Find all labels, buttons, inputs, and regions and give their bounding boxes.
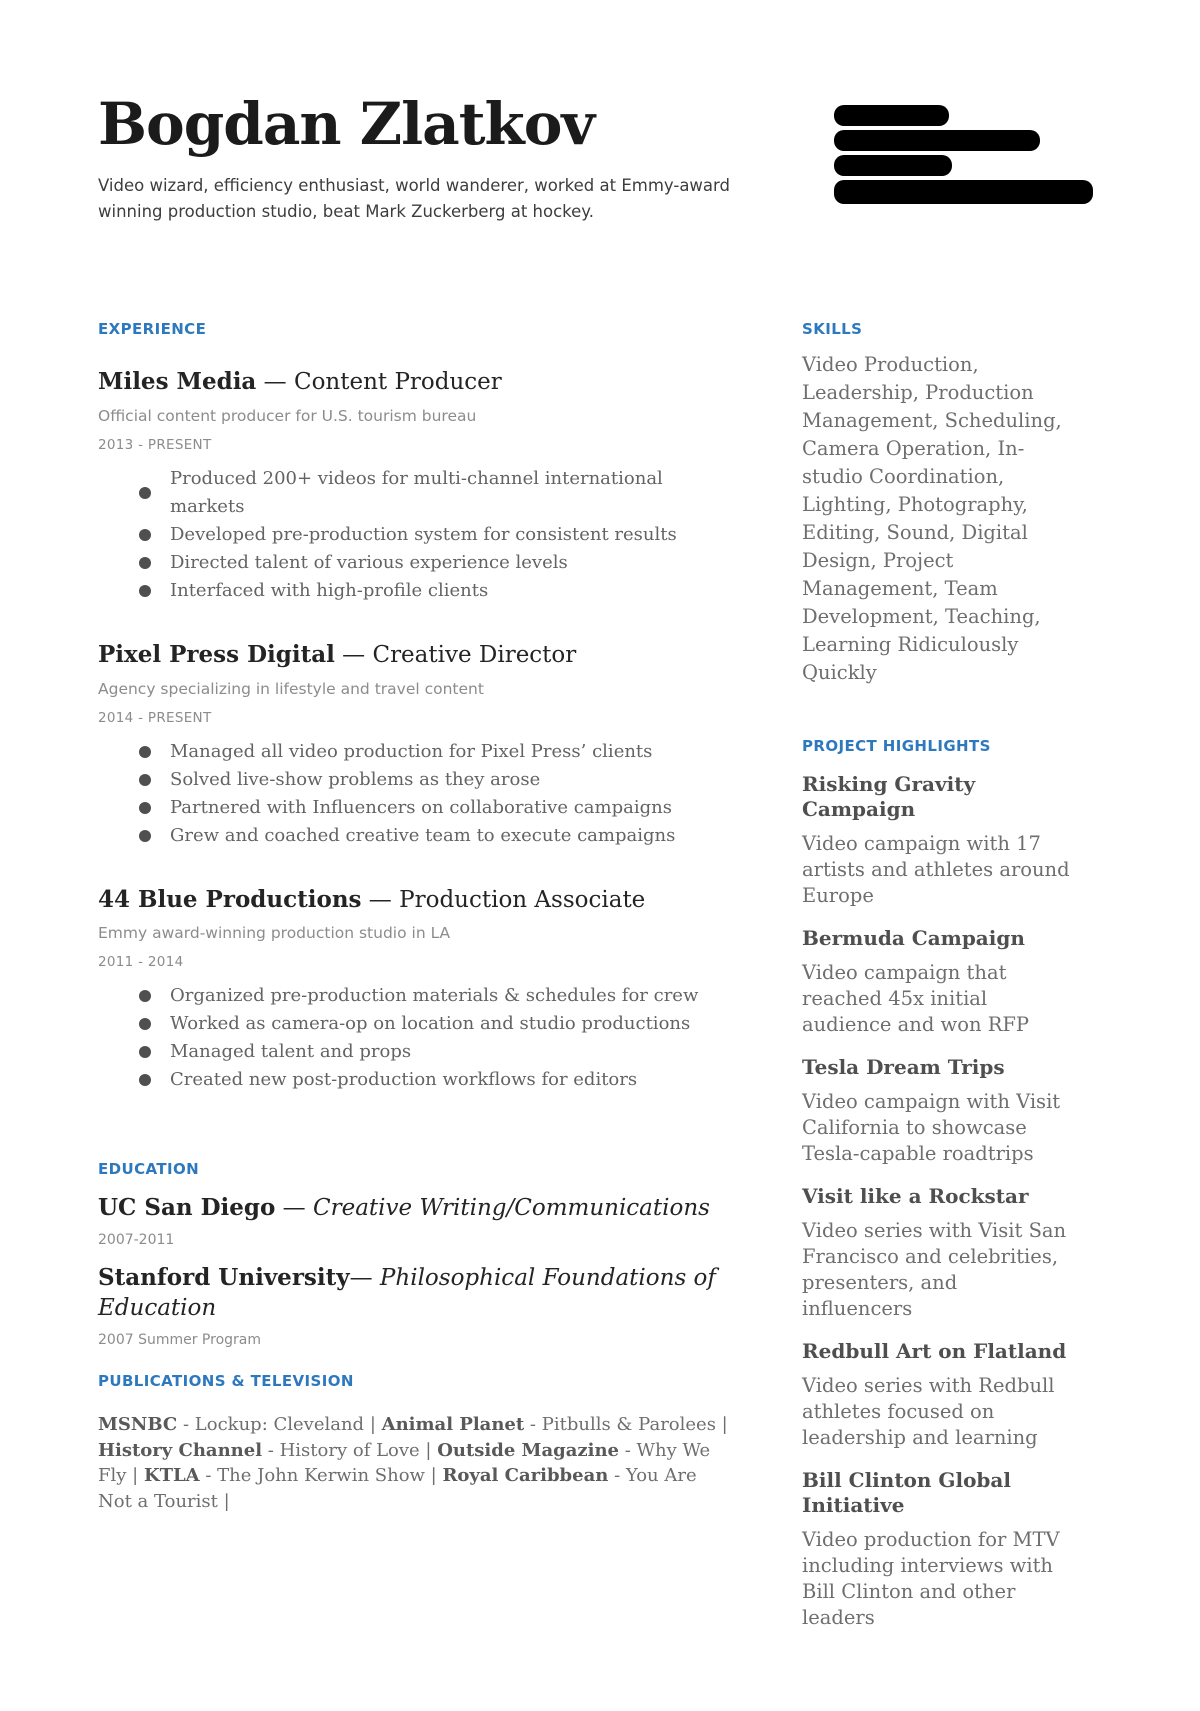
list-item (98, 794, 730, 822)
job-bullet-list (98, 738, 730, 850)
bullet-text: Partnered with Influencers on collaborative campaigns (170, 796, 672, 818)
company-name: Miles Media (98, 368, 257, 396)
title-separator: — (361, 886, 400, 913)
degree-name: Creative Writing/Communications (312, 1195, 710, 1222)
publication-separator: - (608, 1465, 626, 1486)
bullet-icon (139, 1046, 151, 1058)
bullet-icon (139, 585, 151, 597)
list-item (98, 982, 730, 1010)
bullet-text: Produced 200+ videos for multi-channel international markets (170, 467, 663, 517)
bullet-text: Organized pre-production materials & schedules for crew (170, 985, 699, 1007)
publication-outlet: Animal Planet (381, 1414, 525, 1435)
bullet-icon (139, 774, 151, 786)
project-risking-gravity (802, 772, 1070, 909)
education-entry-ucsd (98, 1193, 730, 1248)
job-dates: 2013 - PRESENT (98, 436, 212, 453)
education-dates: 2007-2011 (98, 1232, 175, 1249)
job-role: Content Producer (293, 369, 502, 396)
job-description: Emmy award-winning production studio in LA (98, 924, 451, 943)
bullet-icon (139, 1018, 151, 1030)
job-entry-44-blue (98, 886, 730, 1095)
bullet-icon (139, 487, 151, 499)
bullet-icon (139, 1074, 151, 1086)
redacted-bar-icon (834, 180, 1093, 204)
project-tesla-dream-trips (802, 1055, 1070, 1167)
bullet-text: Managed talent and props (170, 1041, 412, 1063)
list-item (98, 521, 730, 549)
publication-pipe: | (364, 1414, 382, 1435)
section-heading-experience: EXPERIENCE (98, 320, 207, 339)
bullet-icon (139, 830, 151, 842)
skills-text: Video Production, Leadership, Production Management, Scheduling, Camera Operation, In-studio Coordination, Lighting, Photography, Editing, Sound, Digital Design, Project Management, Team Development, Teaching, Learning Ridiculously Quickly (802, 353, 1062, 685)
job-title (98, 641, 730, 670)
project-title: Tesla Dream Trips (802, 1055, 1005, 1080)
title-separator: — (334, 641, 373, 668)
job-bullet-list (98, 465, 730, 605)
publication-pipe: | (715, 1414, 728, 1435)
job-bullet-list (98, 982, 730, 1094)
tagline: Video wizard, efficiency enthusiast, world wanderer, worked at Emmy-award winning production studio, beat Mark Zuckerberg at hockey. (98, 175, 731, 221)
publication-pipe: | (424, 1465, 443, 1486)
bullet-text: Solved live-show problems as they arose (170, 768, 541, 790)
job-description: Official content producer for U.S. tourism bureau (98, 406, 477, 425)
bullet-icon (139, 802, 151, 814)
publication-item (98, 1414, 382, 1435)
publication-work: Why We Fly (98, 1439, 711, 1486)
bullet-icon (139, 529, 151, 541)
list-item (98, 766, 730, 794)
redacted-bar-icon (834, 130, 1040, 151)
publication-item (98, 1440, 437, 1461)
project-redbull-art-on-flatland (802, 1339, 1070, 1451)
resume-header (98, 92, 1102, 224)
publication-separator: - (177, 1414, 195, 1435)
education-entry-stanford (98, 1263, 730, 1348)
job-entry-pixel-press (98, 641, 730, 850)
project-bermuda (802, 926, 1070, 1038)
list-item (98, 549, 730, 577)
job-role: Creative Director (372, 641, 577, 668)
project-description: Video campaign with Visit California to showcase Tesla-capable roadtrips (802, 1090, 1061, 1166)
bullet-icon (139, 746, 151, 758)
publication-outlet: KTLA (143, 1465, 200, 1486)
bullet-text: Interfaced with high-profile clients (170, 579, 489, 601)
publication-pipe: | (217, 1490, 230, 1512)
section-heading-education: EDUCATION (98, 1160, 200, 1179)
project-title: Bill Clinton Global Initiative (802, 1468, 1011, 1518)
section-heading-skills: SKILLS (802, 320, 863, 339)
publication-pipe: | (126, 1465, 144, 1486)
publication-outlet: History Channel (98, 1439, 263, 1461)
person-name: Bogdan Zlatkov (98, 90, 595, 158)
job-title (98, 368, 730, 397)
right-column (802, 320, 1070, 1631)
left-column (98, 320, 730, 1631)
degree-name: Philosophical Foundations of Education (98, 1265, 716, 1322)
list-item (98, 465, 730, 521)
title-separator: — (275, 1195, 313, 1222)
redacted-bar-icon (834, 155, 952, 176)
project-visit-like-a-rockstar (802, 1184, 1070, 1322)
project-title: Risking Gravity Campaign (802, 772, 976, 822)
list-item (98, 822, 730, 850)
job-entry-miles-media (98, 368, 730, 605)
job-description: Agency specializing in lifestyle and travel content (98, 679, 484, 698)
resume-body (98, 320, 1102, 1631)
publication-item (144, 1465, 443, 1486)
publications-list (98, 1412, 730, 1514)
bullet-text: Directed talent of various experience levels (170, 551, 568, 573)
publication-work: Lockup: Cleveland (194, 1414, 365, 1435)
project-description: Video series with Redbull athletes focused on leadership and learning (802, 1374, 1055, 1450)
publication-separator: - (199, 1465, 218, 1486)
company-name: Pixel Press Digital (98, 640, 335, 668)
bullet-text: Managed all video production for Pixel Press’ clients (170, 740, 653, 762)
job-dates: 2014 - PRESENT (98, 709, 212, 726)
list-item (98, 738, 730, 766)
job-dates: 2011 - 2014 (98, 954, 184, 971)
education-dates: 2007 Summer Program (98, 1332, 262, 1348)
publication-outlet: Royal Caribbean (442, 1465, 609, 1486)
list-item (98, 1038, 730, 1066)
publication-work: Pitbulls & Parolees (541, 1414, 716, 1435)
list-item (98, 577, 730, 605)
publication-work: The John Kerwin Show (217, 1465, 425, 1486)
publication-separator: - (524, 1414, 542, 1435)
company-name: 44 Blue Productions (98, 885, 362, 913)
title-separator: — (256, 369, 294, 396)
bullet-text: Created new post-production workflows for editors (170, 1069, 638, 1091)
publication-separator: - (619, 1439, 637, 1461)
bullet-text: Developed pre-production system for consistent results (170, 523, 677, 545)
project-title: Visit like a Rockstar (802, 1184, 1029, 1209)
project-description: Video campaign that reached 45x initial audience and won RFP (802, 961, 1030, 1037)
section-heading-project-highlights: PROJECT HIGHLIGHTS (802, 737, 991, 756)
school-name: UC San Diego (98, 1194, 276, 1222)
publication-item (382, 1414, 728, 1435)
redacted-bar-icon (834, 105, 949, 126)
project-description: Video series with Visit San Francisco and celebrities, presenters, and influencers (802, 1219, 1067, 1321)
bullet-text: Worked as camera-op on location and studio productions (170, 1013, 691, 1035)
project-bill-clinton-global-initiative (802, 1468, 1070, 1631)
section-heading-publications: PUBLICATIONS & TELEVISION (98, 1372, 354, 1390)
bullet-icon (139, 990, 151, 1002)
bullet-icon (139, 557, 151, 569)
job-role: Production Associate (399, 886, 646, 913)
school-name: Stanford University (98, 1264, 350, 1292)
list-item (98, 1010, 730, 1038)
education-title (98, 1263, 730, 1324)
header-identity (98, 92, 738, 224)
redacted-contact-block (834, 92, 1102, 208)
publication-work: History of Love (279, 1439, 420, 1461)
project-description: Video production for MTV including interviews with Bill Clinton and other leaders (802, 1528, 1060, 1630)
publication-work: You Are Not a Tourist (98, 1465, 697, 1512)
project-title: Redbull Art on Flatland (802, 1339, 1067, 1364)
project-title: Bermuda Campaign (802, 926, 1025, 951)
publication-outlet: MSNBC (98, 1414, 178, 1435)
education-title (98, 1193, 730, 1224)
list-item (98, 1066, 730, 1094)
bullet-text: Grew and coached creative team to execute campaigns (170, 824, 676, 846)
publication-pipe: | (419, 1439, 438, 1461)
title-separator: — (349, 1265, 380, 1292)
publication-separator: - (262, 1439, 280, 1461)
job-title (98, 886, 730, 915)
publication-outlet: Outside Magazine (437, 1439, 619, 1461)
project-description: Video campaign with 17 artists and athletes around Europe (802, 832, 1070, 908)
